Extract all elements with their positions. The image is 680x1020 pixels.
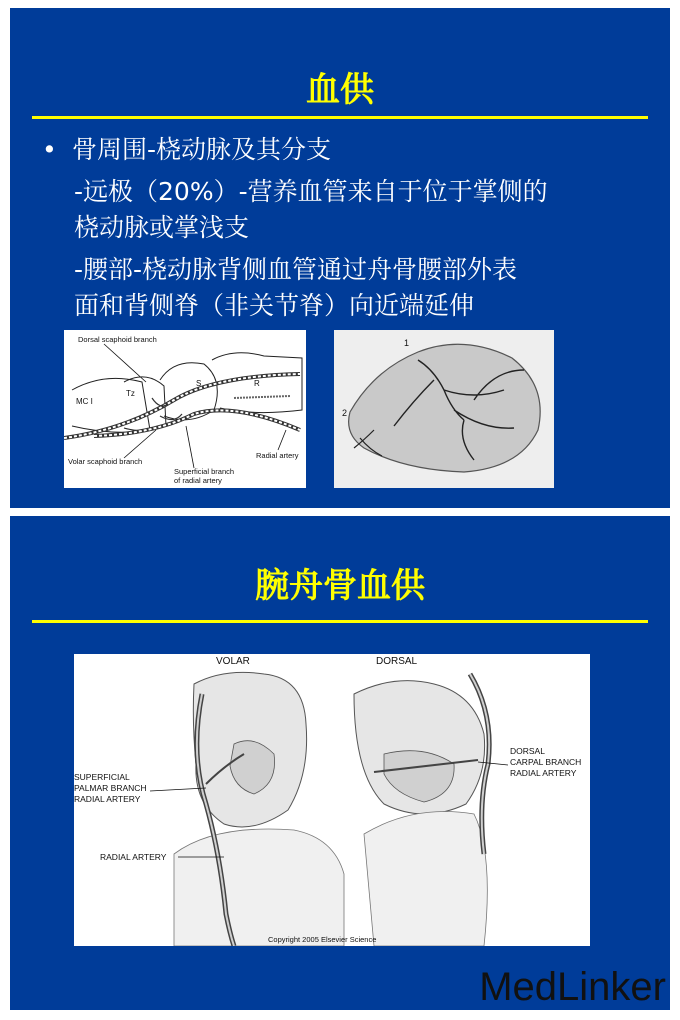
bullet-dot: •	[42, 135, 57, 164]
label-dorsal-scaphoid-branch: Dorsal scaphoid branch	[78, 335, 157, 344]
sub-bullet-1-line-1: -远极（20%）-营养血管来自于位于掌侧的	[74, 177, 548, 206]
label-superficial-1: SUPERFICIAL	[74, 772, 130, 782]
label-superficial-3: RADIAL ARTERY	[74, 794, 141, 804]
sub-bullet-2-line-2: 面和背侧脊（非关节脊）向近端延伸	[74, 291, 475, 320]
label-r: R	[254, 379, 260, 388]
label-radial-artery: Radial artery	[256, 451, 299, 460]
label-dorsal: DORSAL	[376, 656, 418, 667]
slide-2	[10, 516, 670, 1010]
volar-dorsal-illustration	[74, 654, 590, 946]
label-volar: VOLAR	[216, 656, 250, 667]
sub-bullet-1-line-2: 桡动脉或掌浅支	[74, 213, 250, 242]
label-tz: Tz	[126, 389, 135, 398]
xray-label-1: 1	[404, 338, 410, 348]
label-radial-artery-2: RADIAL ARTERY	[100, 852, 167, 862]
label-s: S	[196, 379, 202, 388]
scaphoid-vessel-diagram	[64, 330, 306, 488]
label-dorsal-carpal-3: RADIAL ARTERY	[510, 768, 577, 778]
slide-1	[10, 8, 670, 508]
medlinker-logo: MedLinker	[479, 965, 666, 1009]
label-superficial-branch-1: Superficial branch	[174, 467, 235, 476]
sub-bullet-2-line-1: -腰部-桡动脉背侧血管通过舟骨腰部外表	[74, 255, 518, 284]
title-underline	[32, 620, 648, 623]
copyright-text: Copyright 2005 Elsevier Science	[268, 935, 377, 944]
xray-label-2: 2	[342, 408, 348, 418]
label-dorsal-carpal-1: DORSAL	[510, 746, 545, 756]
label-volar-scaphoid-branch: Volar scaphoid branch	[68, 457, 143, 466]
bullet-main: 骨周围-桡动脉及其分支	[72, 135, 332, 164]
label-superficial-2: PALMAR BRANCH	[74, 783, 147, 793]
label-mc1: MC I	[76, 397, 93, 406]
slide-1-title: 血供	[306, 70, 374, 110]
label-superficial-branch-2: of radial artery	[174, 476, 222, 485]
angiogram-photo	[334, 330, 554, 488]
title-underline	[32, 116, 648, 119]
label-dorsal-carpal-2: CARPAL BRANCH	[510, 757, 582, 767]
slide-2-title: 腕舟骨血供	[255, 566, 425, 606]
